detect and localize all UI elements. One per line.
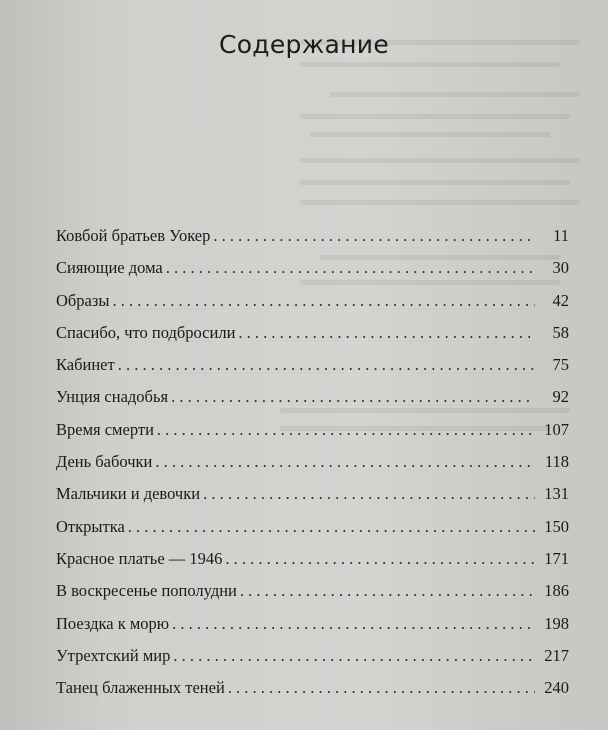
toc-entry-title: Кабинет [56,355,115,375]
toc-entry-title: Открытка [56,516,125,536]
toc-entry [56,317,569,349]
toc-leader-dots [173,640,535,672]
toc-entry-title: Унция снадобья [56,387,169,407]
toc-entry-page: 217 [544,645,569,665]
toc-entry [56,608,569,640]
toc-leader-dots [113,285,536,317]
toc-entry-page: 58 [552,322,569,342]
toc-entry [56,478,569,510]
toc-entry-page: 118 [544,452,569,472]
table-of-contents [56,220,569,704]
toc-entry-title: Утрехтский мир [56,645,171,665]
toc-entry [56,672,569,704]
page-title: Содержание [218,30,390,59]
toc-entry-title: Красное платье — 1946 [56,548,223,568]
toc-leader-dots [203,478,535,510]
toc-leader-dots [166,252,535,284]
toc-entry [56,575,569,607]
toc-leader-dots [155,446,535,478]
toc-leader-dots [171,381,535,413]
toc-entry-page: 198 [544,613,569,633]
toc-entry-title: День бабочки [56,452,153,472]
toc-entry-title: В воскресенье пополудни [56,581,237,601]
toc-entry [56,220,569,252]
toc-leader-dots [118,349,535,381]
toc-leader-dots [238,317,535,349]
toc-entry-page: 11 [553,226,569,245]
toc-entry [56,446,569,478]
toc-leader-dots [172,608,535,640]
toc-entry-title: Спасибо, что подбросили [56,322,236,342]
toc-entry-page: 75 [552,355,569,375]
toc-entry-page: 131 [544,484,569,504]
toc-entry-page: 92 [552,387,569,407]
toc-entry [56,640,569,672]
toc-entry [56,285,569,317]
toc-entry-page: 240 [544,678,569,698]
toc-entry [56,543,569,575]
toc-leader-dots [128,511,535,543]
toc-entry-title: Танец блаженных теней [56,678,225,698]
toc-entry-page: 171 [544,548,569,568]
toc-entry-page: 150 [544,516,569,536]
toc-entry-page: 107 [544,419,569,439]
toc-entry-page: 42 [552,290,569,310]
toc-leader-dots [213,220,535,252]
toc-entry-title: Ковбой братьев Уокер [56,226,211,245]
toc-entry [56,349,569,381]
toc-entry-page: 30 [552,258,569,278]
toc-entry-title: Образы [56,290,110,310]
toc-entry-title: Поездка к морю [56,613,170,633]
toc-entry [56,252,569,284]
toc-entry-title: Мальчики и девочки [56,484,201,504]
toc-leader-dots [225,543,535,575]
toc-entry-page: 186 [544,581,569,601]
toc-leader-dots [228,672,535,704]
toc-leader-dots [240,575,535,607]
toc-entry [56,381,569,413]
toc-entry [56,511,569,543]
toc-leader-dots [157,414,535,446]
toc-entry-title: Сияющие дома [56,258,163,278]
toc-entry-title: Время смерти [56,419,154,439]
toc-entry [56,414,569,446]
